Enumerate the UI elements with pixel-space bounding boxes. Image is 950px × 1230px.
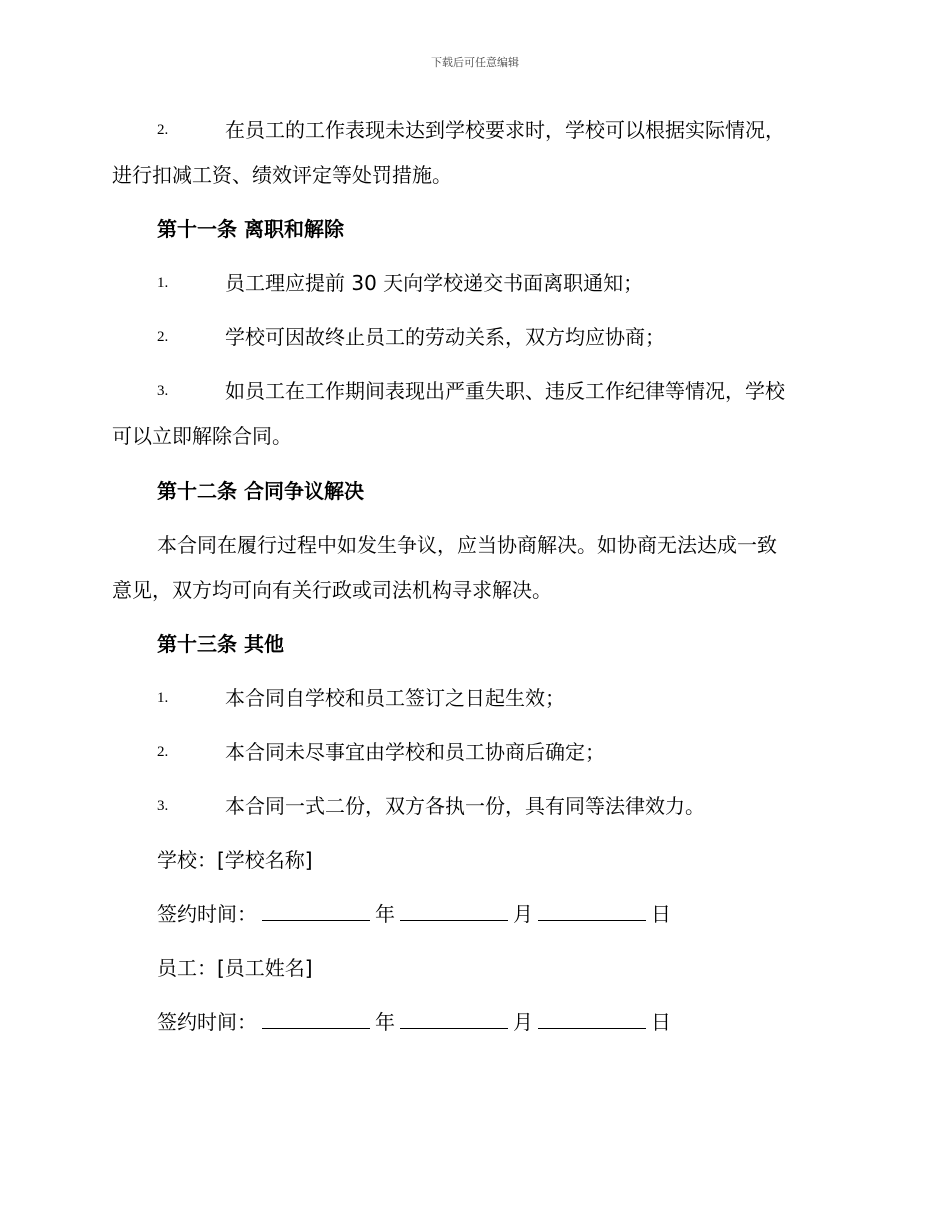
list-item-number: 1. [157, 275, 169, 291]
list-item-text: 本合同自学校和员工签订之日起生效； [225, 686, 565, 710]
list-item-number: 2. [157, 122, 169, 138]
paragraph-line: 进行扣减工资、绩效评定等处罚措施。 [112, 163, 452, 187]
day-blank [538, 1008, 646, 1029]
list-item-number: 3. [157, 798, 169, 814]
employee-signing-date-line [157, 1008, 671, 1036]
list-item-number: 3. [157, 383, 169, 399]
signing-time-label: 签约时间： [157, 1010, 257, 1034]
day-label: 日 [651, 902, 671, 926]
year-blank [262, 1008, 370, 1029]
year-blank [262, 900, 370, 921]
page-header-note: 下载后可任意编辑 [431, 56, 519, 69]
list-item-text: 本合同一式二份，双方各执一份，具有同等法律效力。 [225, 794, 705, 818]
list-item-number: 2. [157, 744, 169, 760]
section-heading: 第十一条 离职和解除 [157, 217, 344, 241]
paragraph-line: 本合同在履行过程中如发生争议，应当协商解决。如协商无法达成一致 [157, 533, 777, 557]
list-item-text: 如员工在工作期间表现出严重失职、违反工作纪律等情况，学校 [225, 379, 785, 403]
list-item-number: 2. [157, 329, 169, 345]
school-signature-label: 学校：[学校名称] [157, 848, 313, 872]
paragraph-line: 在员工的工作表现未达到学校要求时，学校可以根据实际情况， [225, 118, 785, 142]
day-blank [538, 900, 646, 921]
list-item-text: 可以立即解除合同。 [112, 424, 292, 448]
list-item-text: 学校可因故终止员工的劳动关系，双方均应协商； [225, 325, 665, 349]
section-heading: 第十二条 合同争议解决 [157, 479, 364, 503]
month-label: 月 [513, 902, 533, 926]
signing-time-label: 签约时间： [157, 902, 257, 926]
list-item-text: 本合同未尽事宜由学校和员工协商后确定； [225, 740, 605, 764]
school-signing-date-line [157, 900, 671, 928]
day-label: 日 [651, 1010, 671, 1034]
month-label: 月 [513, 1010, 533, 1034]
year-label: 年 [375, 1010, 395, 1034]
month-blank [400, 900, 508, 921]
month-blank [400, 1008, 508, 1029]
list-item-text: 员工理应提前 30 天向学校递交书面离职通知； [225, 271, 644, 295]
section-heading: 第十三条 其他 [157, 632, 284, 656]
year-label: 年 [375, 902, 395, 926]
list-item-number: 1. [157, 690, 169, 706]
paragraph-line: 意见，双方均可向有关行政或司法机构寻求解决。 [112, 578, 552, 602]
employee-signature-label: 员工：[员工姓名] [157, 956, 313, 980]
